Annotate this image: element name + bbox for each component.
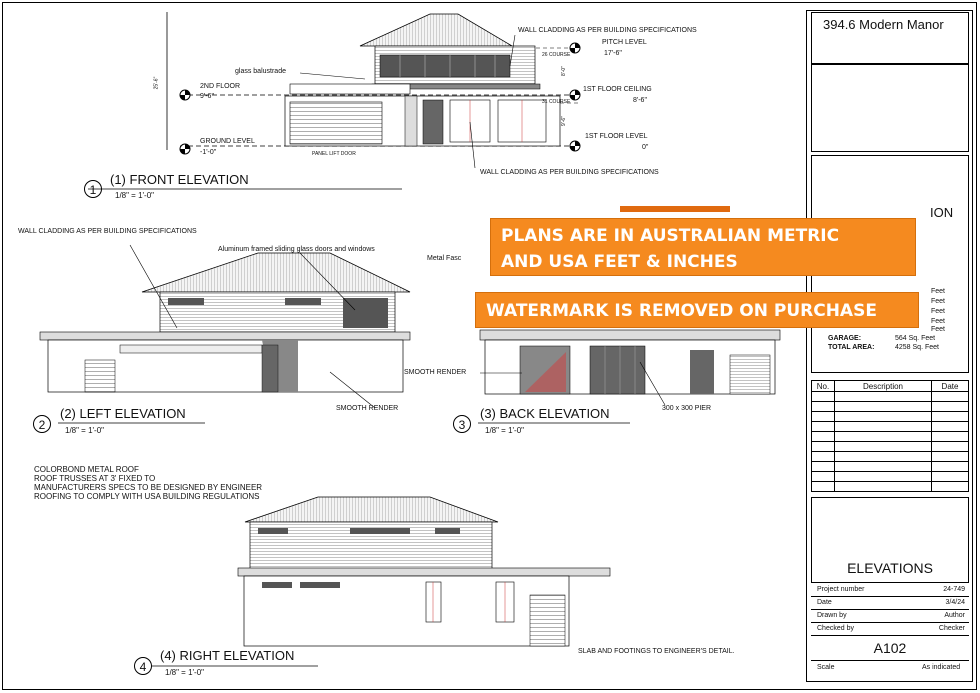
table-row [812, 462, 969, 472]
rev-header-description: Description [835, 381, 932, 392]
scale-value: As indicated [922, 664, 961, 671]
right-elevation-drawing [152, 497, 610, 666]
first-level-label: 1ST FLOOR LEVEL [585, 133, 648, 140]
back-elevation-title: (3) BACK ELEVATION [480, 406, 610, 421]
rev-header-date: Date [932, 381, 969, 392]
overall-height-dim: 25'-6" [153, 76, 160, 90]
partial-sheet-label: ION [930, 205, 954, 220]
course-mid-label: 31 COURSE [542, 99, 571, 105]
area-unit-1: Feet [931, 288, 946, 295]
rev-header-no: No. [812, 381, 835, 392]
garage-label: GARAGE: [828, 335, 862, 342]
left-cladding-note: WALL CLADDING AS PER BUILDING SPECIFICATIONS [18, 228, 197, 235]
first-ceiling-label: 1ST FLOOR CEILING [583, 86, 652, 93]
front-elevation-number: 1 [84, 180, 102, 198]
roof-note-1: COLORBOND METAL ROOF [34, 465, 139, 474]
table-row [812, 422, 969, 432]
table-row [812, 412, 969, 422]
project-title: 394.6 Modern Manor [823, 17, 944, 32]
second-floor-label: 2ND FLOOR [200, 83, 241, 90]
first-ceiling-value: 8'-6" [633, 97, 647, 104]
table-row [812, 482, 969, 492]
banner-line-3: WATERMARK IS REMOVED ON PURCHASE [486, 301, 877, 321]
glass-balustrade-note: glass balustrade [235, 68, 286, 75]
area-unit-5: Feet [931, 326, 946, 333]
area-unit-4: Feet [931, 318, 946, 325]
meta-value: 3/4/24 [945, 599, 965, 606]
sheet-number: A102 [873, 640, 907, 656]
front-elevation-title: (1) FRONT ELEVATION [110, 172, 249, 187]
blank-box [811, 64, 969, 152]
scale-key: Scale [817, 664, 835, 671]
meta-row-project [811, 583, 969, 597]
meta-row-drawn [811, 609, 969, 623]
pier-note: 300 x 300 PIER [662, 405, 712, 412]
table-row [812, 452, 969, 462]
left-elevation-drawing [40, 245, 410, 423]
roof-note-3: MANUFACTURERS SPECS TO BE DESIGNED BY ENGINEER [34, 483, 263, 492]
banner-line-2: AND USA FEET & INCHES [501, 252, 738, 272]
left-elevation-number: 2 [33, 415, 51, 433]
right-elevation-scale: 1/8" = 1'-0" [165, 668, 205, 677]
meta-row-date [811, 596, 969, 610]
left-elevation-title: (2) LEFT ELEVATION [60, 406, 186, 421]
back-render-note: SMOOTH RENDER [404, 369, 467, 376]
first-level-value: 0" [642, 144, 649, 151]
metal-fascia-note: Metal Fasc [427, 255, 462, 262]
meta-key: Checked by [817, 625, 854, 632]
garage-value: 564 Sq. Feet [895, 335, 936, 342]
second-floor-value: 9'-6" [200, 93, 214, 100]
ground-level-label: GROUND LEVEL [200, 138, 255, 145]
revision-table [811, 380, 969, 492]
course-top-label: 26 COURSE [542, 52, 571, 58]
area-unit-2: Feet [931, 298, 946, 305]
meta-value: 24-749 [943, 586, 965, 593]
table-row [812, 402, 969, 412]
right-elevation-number: 4 [134, 657, 152, 675]
scale-divider [811, 660, 969, 661]
left-render-note: SMOOTH RENDER [336, 405, 399, 412]
left-elevation-scale: 1/8" = 1'-0" [65, 426, 105, 435]
back-elevation-scale: 1/8" = 1'-0" [485, 426, 525, 435]
upper-height-dim: 8'-0" [560, 66, 567, 76]
meta-value: Checker [938, 625, 965, 632]
panel-door-label: PANEL LIFT DOOR [312, 151, 356, 157]
table-row [812, 432, 969, 442]
total-area-value: 4258 Sq. Feet [895, 344, 939, 351]
pitch-level-value: 17'-6" [604, 50, 622, 57]
right-elevation-title: (4) RIGHT ELEVATION [160, 648, 295, 663]
lower-height-dim: 9'-6" [560, 116, 567, 126]
area-unit-3: Feet [931, 308, 946, 315]
banner-line-1: PLANS ARE IN AUSTRALIAN METRIC [501, 226, 840, 246]
ground-level-value: -1'-0" [200, 149, 217, 156]
sheet-name: ELEVATIONS [847, 560, 933, 576]
table-row [812, 472, 969, 482]
meta-value: Author [944, 612, 965, 619]
front-cladding-note-bottom: WALL CLADDING AS PER BUILDING SPECIFICATIONS [480, 169, 659, 176]
slab-note: SLAB AND FOOTINGS TO ENGINEER'S DETAIL. [578, 648, 735, 655]
front-elevation-scale: 1/8" = 1'-0" [115, 191, 155, 200]
back-elevation-number: 3 [453, 415, 471, 433]
metric-notice-banner [490, 218, 916, 276]
table-row [812, 392, 969, 402]
sliding-doors-note: Aluminum framed sliding glass doors and windows [218, 246, 375, 253]
pitch-level-label: PITCH LEVEL [602, 39, 647, 46]
watermark-notice-banner [475, 292, 919, 328]
meta-row-checked [811, 622, 969, 636]
table-row [812, 442, 969, 452]
roof-note-2: ROOF TRUSSES AT 3' FIXED TO [34, 474, 156, 483]
meta-key: Date [817, 599, 832, 606]
front-cladding-note: WALL CLADDING AS PER BUILDING SPECIFICATIONS [518, 27, 697, 34]
total-area-label: TOTAL AREA: [828, 344, 875, 351]
front-elevation-drawing [88, 12, 580, 189]
roof-note-4: ROOFING TO COMPLY WITH USA BUILDING REGULATIONS [34, 492, 260, 501]
meta-key: Drawn by [817, 612, 847, 619]
meta-key: Project number [817, 586, 865, 593]
